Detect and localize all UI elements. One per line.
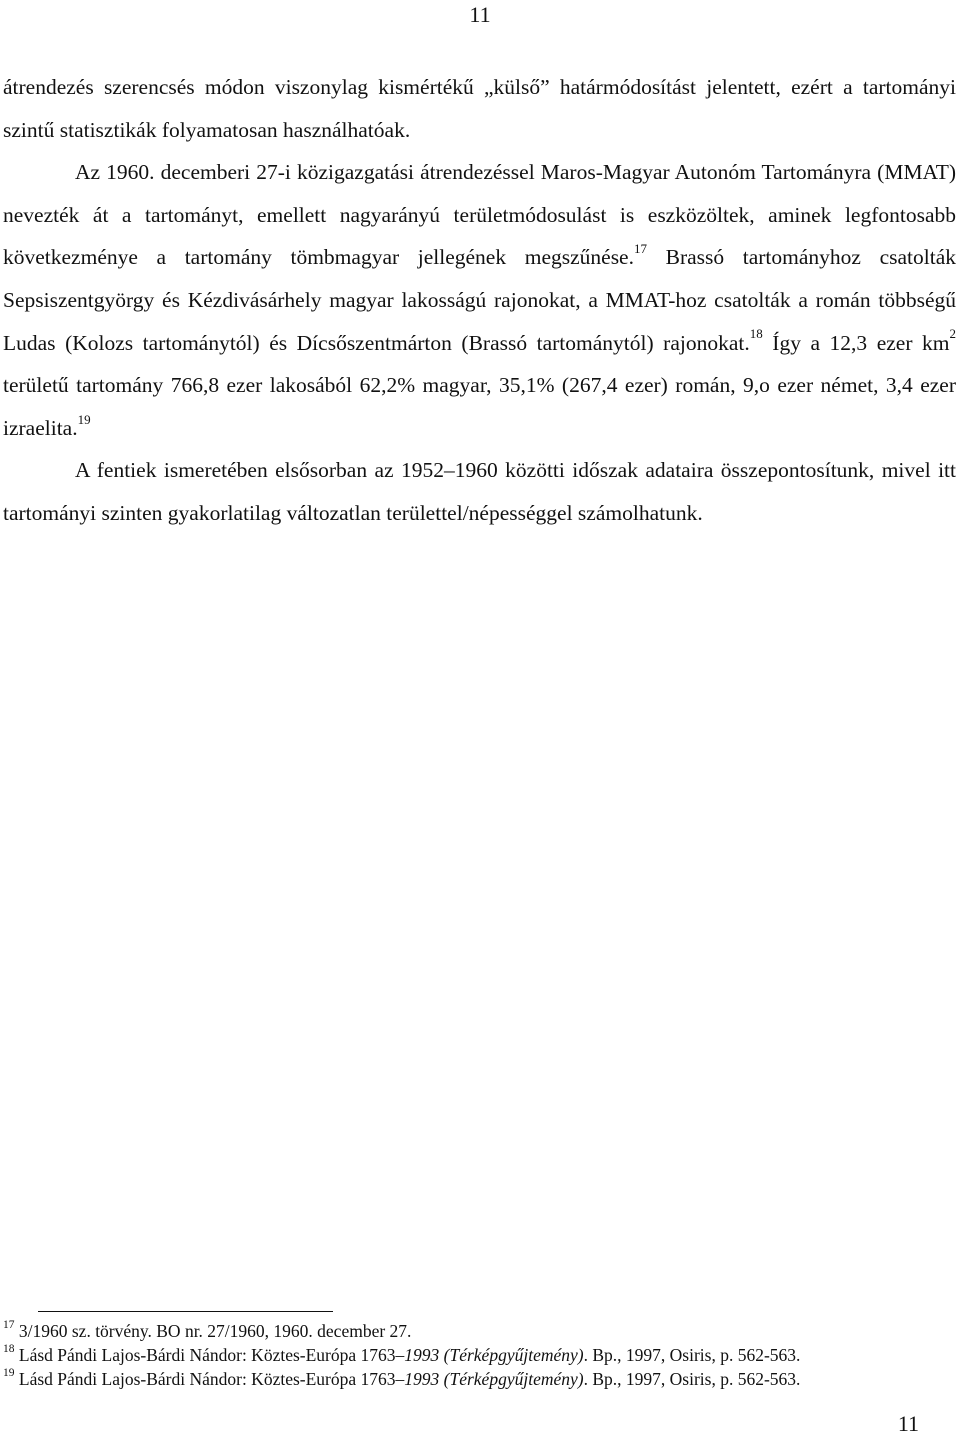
page-number-top: 11 [469, 2, 491, 27]
footnote-17 [3, 1319, 953, 1343]
footnote-title-italic: 1993 (Térképgyűjtemény) [404, 1369, 584, 1389]
paragraph-3-text: A fentiek ismeretében elsősorban az 1952‒1960 közötti időszak adataira összepontosítunk, mivel itt tartományi szinten gyakorlatilag változatlan területtel/népességgel számolhatunk. [3, 458, 956, 525]
footnote-number: 19 [3, 1367, 15, 1380]
footnote-19 [3, 1367, 953, 1391]
paragraph-2-part-1: Az 1960. decemberi 27-i közigazgatási átrendezéssel Maros-Magyar Autonóm Tartományra (MMAT) nevezték át a tartományt, emellett nagyarányú területmódosulást is eszközöltek, aminek legfontosabb következménye a tartomány tömbmagyar jellegének megszűnése. [3, 160, 956, 270]
page-number-bottom: 11 [897, 1411, 919, 1436]
footnote-ref-19[interactable]: 19 [77, 411, 91, 427]
paragraph-3 [3, 449, 956, 534]
footnote-text-after: . Bp., 1997, Osiris, p. 562-563. [583, 1345, 801, 1365]
paragraph-2-part-3: Így a 12,3 ezer km [762, 330, 950, 355]
km-exponent: 2 [949, 326, 956, 342]
footnote-text: 3/1960 sz. törvény. BO nr. 27/1960, 1960. december 27. [14, 1321, 412, 1341]
footnote-number: 18 [3, 1343, 15, 1356]
footnote-number: 17 [3, 1319, 15, 1332]
footnote-text: Lásd Pándi Lajos-Bárdi Nándor: Köztes-Európa 1763‒ [14, 1369, 405, 1389]
footnote-separator [38, 1311, 333, 1312]
footnote-text-after: . Bp., 1997, Osiris, p. 562-563. [583, 1369, 801, 1389]
footnote-ref-17[interactable]: 17 [633, 241, 647, 257]
paragraph-1 [3, 66, 956, 151]
paragraph-2-part-2: Brassó tartományhoz csatolták Sepsiszentgyörgy és Kézdivásárhely magyar lakosságú rajonokat, a MMAT-hoz csatolták a román többségű Ludas (Kolozs tartománytól) és Dícsőszentmárton (Brassó tartománytól) rajonokat. [3, 245, 956, 355]
body-text [3, 66, 956, 535]
footnote-title-italic: 1993 (Térképgyűjtemény) [404, 1345, 584, 1365]
footnote-ref-18[interactable]: 18 [749, 326, 763, 342]
footnote-text: Lásd Pándi Lajos-Bárdi Nándor: Köztes-Európa 1763‒ [14, 1345, 405, 1365]
paragraph-2-part-4: területű tartomány 766,8 ezer lakosából 62,2% magyar, 35,1% (267,4 ezer) román, 9,o ezer német, 3,4 ezer izraelita. [3, 373, 956, 440]
paragraph-2 [3, 151, 956, 449]
footnotes [3, 1319, 953, 1391]
footnote-18 [3, 1343, 953, 1367]
paragraph-1-text: átrendezés szerencsés módon viszonylag kismértékű „külső” határmódosítást jelentett, ezért a tartományi szintű statisztikák folyamatosan használhatóak. [3, 75, 956, 142]
